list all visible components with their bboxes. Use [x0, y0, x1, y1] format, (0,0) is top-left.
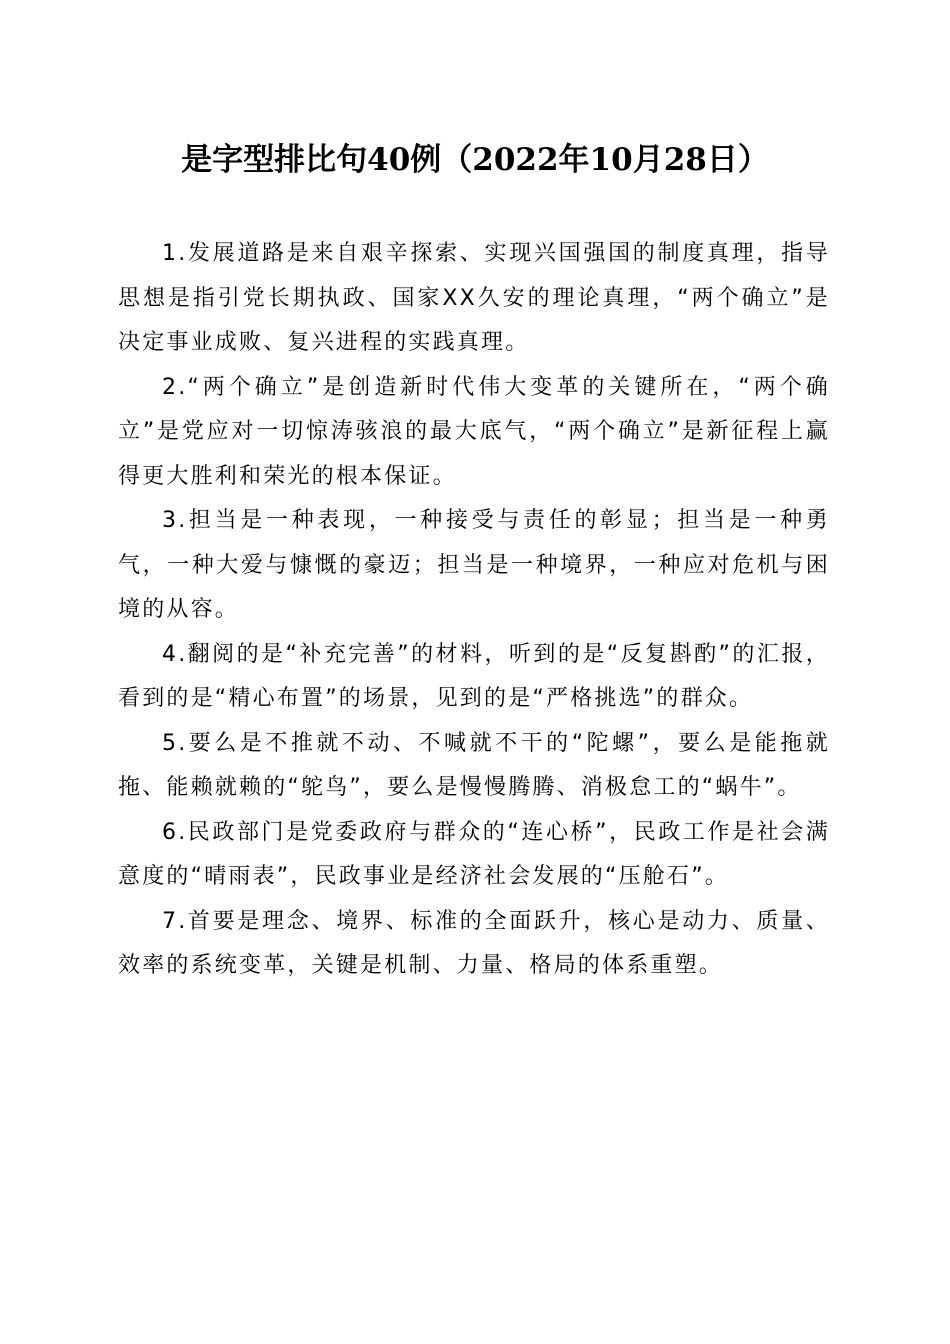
paragraph-4: 4.翻阅的是“补充完善”的材料，听到的是“反复斟酌”的汇报，看到的是“精心布置”的场景，见到的是“严格挑选”的群众。: [118, 641, 830, 711]
paragraph-2: 2.“两个确立”是创造新时代伟大变革的关键所在，“两个确立”是党应对一切惊涛骇浪的最大底气，“两个确立”是新征程上赢得更大胜利和荣光的根本保证。: [118, 374, 830, 489]
document-body: [118, 232, 830, 989]
paragraph-1: 1.发展道路是来自艰辛探索、实现兴国强国的制度真理，指导思想是指引党长期执政、国家XX久安的理论真理，“两个确立”是决定事业成败、复兴进程的实践真理。: [118, 241, 830, 355]
document-title: 是字型排比句40例（2022年10月28日）: [181, 142, 769, 178]
paragraph-7: 7.首要是理念、境界、标准的全面跃升，核心是动力、质量、效率的系统变革，关键是机制、力量、格局的体系重塑。: [118, 908, 830, 978]
paragraph-3: 3.担当是一种表现，一种接受与责任的彰显；担当是一种勇气，一种大爱与慷慨的豪迈；担当是一种境界，一种应对危机与困境的从容。: [118, 508, 830, 622]
paragraph-6: 6.民政部门是党委政府与群众的“连心桥”，民政工作是社会满意度的“晴雨表”，民政事业是经济社会发展的“压舱石”。: [118, 819, 830, 889]
paragraph-5: 5.要么是不推就不动、不喊就不干的“陀螺”，要么是能拖就拖、能赖就赖的“鸵鸟”，要么是慢慢腾腾、消极怠工的“蜗牛”。: [118, 730, 830, 800]
